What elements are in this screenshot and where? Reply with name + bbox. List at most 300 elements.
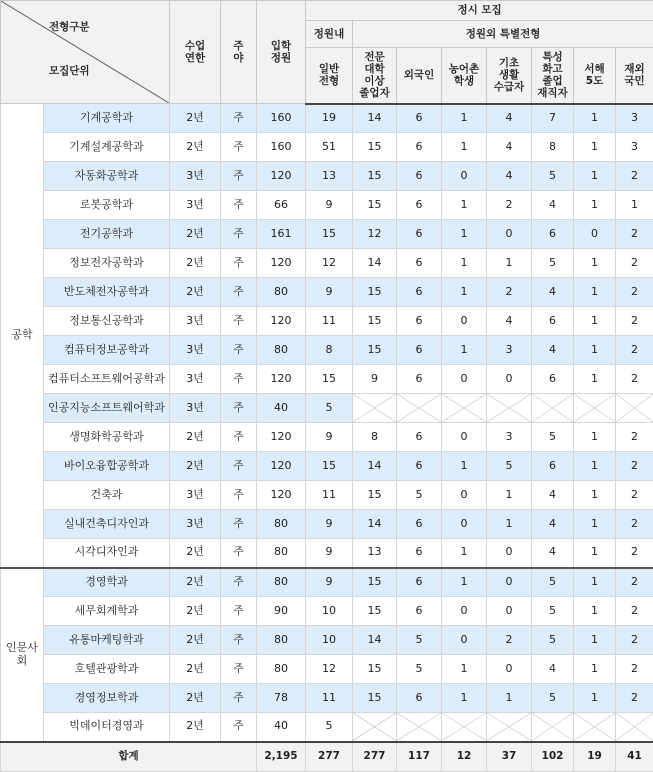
basic-cell: 1 — [487, 510, 532, 539]
quota-cell: 120 — [257, 162, 306, 191]
foreign-cell: 6 — [397, 365, 442, 394]
farm-cell: 1 — [442, 278, 487, 307]
quota-cell: 120 — [257, 452, 306, 481]
empty-cross-cell — [574, 394, 616, 423]
basic-cell: 3 — [487, 423, 532, 452]
college-cell: 9 — [353, 365, 397, 394]
table-row — [1, 510, 653, 539]
general-cell: 12 — [306, 655, 353, 684]
table-body — [1, 104, 653, 742]
years-cell: 2년 — [170, 539, 221, 568]
years-cell: 2년 — [170, 278, 221, 307]
farm-cell: 1 — [442, 684, 487, 713]
foreign-cell: 6 — [397, 249, 442, 278]
basic-cell: 1 — [487, 249, 532, 278]
general-cell: 10 — [306, 597, 353, 626]
college-cell: 14 — [353, 249, 397, 278]
special-cell: 5 — [532, 162, 574, 191]
farm-cell: 1 — [442, 336, 487, 365]
daynight-cell: 주 — [221, 191, 257, 220]
college-cell: 15 — [353, 655, 397, 684]
foreign-cell: 6 — [397, 162, 442, 191]
years-cell: 2년 — [170, 104, 221, 133]
dept-name: 호텔관광학과 — [44, 655, 170, 684]
empty-cross-cell — [353, 713, 397, 742]
overseas-cell: 2 — [616, 162, 653, 191]
dept-name: 자동화공학과 — [44, 162, 170, 191]
table-row — [1, 307, 653, 336]
table-row — [1, 191, 653, 220]
category-humanities: 인문사회 — [1, 568, 44, 742]
corner-diagonal — [1, 1, 169, 103]
general-cell: 9 — [306, 423, 353, 452]
years-cell: 2년 — [170, 133, 221, 162]
table-row — [1, 597, 653, 626]
quota-cell: 120 — [257, 365, 306, 394]
seohae-cell: 1 — [574, 684, 616, 713]
table-row — [1, 452, 653, 481]
farm-cell: 1 — [442, 220, 487, 249]
seohae-cell: 1 — [574, 104, 616, 133]
seohae-cell: 1 — [574, 278, 616, 307]
empty-cross-cell — [532, 394, 574, 423]
col-special: 특성 화고 졸업 재직자 — [532, 48, 574, 104]
seohae-cell: 1 — [574, 452, 616, 481]
special-cell: 5 — [532, 249, 574, 278]
general-cell: 11 — [306, 481, 353, 510]
special-cell: 6 — [532, 220, 574, 249]
table-row — [1, 481, 653, 510]
special-cell: 4 — [532, 336, 574, 365]
dept-name: 세무회계학과 — [44, 597, 170, 626]
empty-cross-cell — [442, 713, 487, 742]
col-basic: 기초 생활 수급자 — [487, 48, 532, 104]
farm-cell: 1 — [442, 568, 487, 597]
overseas-cell: 2 — [616, 336, 653, 365]
dept-name: 전기공학과 — [44, 220, 170, 249]
daynight-cell: 주 — [221, 452, 257, 481]
general-cell: 9 — [306, 539, 353, 568]
college-cell: 15 — [353, 133, 397, 162]
overseas-cell: 2 — [616, 220, 653, 249]
dept-name: 기계공학과 — [44, 104, 170, 133]
empty-cross-cell — [487, 394, 532, 423]
dept-name: 정보전자공학과 — [44, 249, 170, 278]
daynight-cell: 주 — [221, 423, 257, 452]
daynight-cell: 주 — [221, 655, 257, 684]
col-general: 일반 전형 — [306, 48, 353, 104]
overseas-cell: 2 — [616, 655, 653, 684]
table-row — [1, 423, 653, 452]
overseas-cell: 2 — [616, 626, 653, 655]
general-cell: 10 — [306, 626, 353, 655]
table-row — [1, 655, 653, 684]
dept-name: 컴퓨터정보공학과 — [44, 336, 170, 365]
farm-cell: 1 — [442, 539, 487, 568]
foreign-cell: 5 — [397, 626, 442, 655]
basic-cell: 2 — [487, 191, 532, 220]
foreign-cell: 6 — [397, 133, 442, 162]
farm-cell: 1 — [442, 452, 487, 481]
special-cell: 4 — [532, 510, 574, 539]
quota-cell: 120 — [257, 307, 306, 336]
daynight-cell: 주 — [221, 539, 257, 568]
foreign-cell: 6 — [397, 423, 442, 452]
corner-bottom-label: 모집단위 — [49, 65, 90, 77]
quota-cell: 90 — [257, 597, 306, 626]
basic-cell: 2 — [487, 626, 532, 655]
overseas-cell: 2 — [616, 307, 653, 336]
total-basic: 37 — [487, 742, 532, 772]
daynight-cell: 주 — [221, 133, 257, 162]
daynight-cell: 주 — [221, 307, 257, 336]
group-out: 정원외 특별전형 — [353, 21, 653, 48]
general-cell: 15 — [306, 365, 353, 394]
general-cell: 19 — [306, 104, 353, 133]
table-row — [1, 133, 653, 162]
total-overseas: 41 — [616, 742, 653, 772]
quota-cell: 66 — [257, 191, 306, 220]
empty-cross-cell — [532, 713, 574, 742]
overseas-cell: 2 — [616, 423, 653, 452]
empty-cross-cell — [487, 713, 532, 742]
general-cell: 9 — [306, 191, 353, 220]
empty-cross-cell — [616, 713, 653, 742]
general-cell: 11 — [306, 684, 353, 713]
basic-cell: 2 — [487, 278, 532, 307]
special-cell: 4 — [532, 191, 574, 220]
general-cell: 15 — [306, 452, 353, 481]
empty-cross-cell — [574, 713, 616, 742]
general-cell: 5 — [306, 394, 353, 423]
quota-cell: 80 — [257, 336, 306, 365]
years-cell: 2년 — [170, 713, 221, 742]
dept-name: 생명화학공학과 — [44, 423, 170, 452]
basic-cell: 4 — [487, 104, 532, 133]
foreign-cell: 5 — [397, 481, 442, 510]
seohae-cell: 1 — [574, 655, 616, 684]
overseas-cell: 3 — [616, 133, 653, 162]
foreign-cell: 5 — [397, 655, 442, 684]
seohae-cell: 1 — [574, 365, 616, 394]
dept-name: 실내건축디자인과 — [44, 510, 170, 539]
dept-name: 유통마케팅학과 — [44, 626, 170, 655]
college-cell: 8 — [353, 423, 397, 452]
basic-cell: 0 — [487, 597, 532, 626]
farm-cell: 0 — [442, 481, 487, 510]
dept-name: 시각디자인과 — [44, 539, 170, 568]
quota-cell: 80 — [257, 510, 306, 539]
general-cell: 5 — [306, 713, 353, 742]
farm-cell: 0 — [442, 626, 487, 655]
table-row — [1, 568, 653, 597]
general-cell: 9 — [306, 278, 353, 307]
col-quota: 입학 정원 — [257, 1, 306, 104]
empty-cross-cell — [397, 394, 442, 423]
farm-cell: 0 — [442, 365, 487, 394]
general-cell: 12 — [306, 249, 353, 278]
col-farm: 농어촌 학생 — [442, 48, 487, 104]
total-college: 277 — [353, 742, 397, 772]
dept-name: 컴퓨터소프트웨어공학과 — [44, 365, 170, 394]
empty-cross-cell — [442, 394, 487, 423]
basic-cell: 4 — [487, 162, 532, 191]
table-row — [1, 539, 653, 568]
foreign-cell: 6 — [397, 597, 442, 626]
dept-name: 빅데이터경영과 — [44, 713, 170, 742]
table-row — [1, 684, 653, 713]
foreign-cell: 6 — [397, 278, 442, 307]
college-cell: 15 — [353, 162, 397, 191]
college-cell: 15 — [353, 568, 397, 597]
seohae-cell: 1 — [574, 626, 616, 655]
seohae-cell: 1 — [574, 510, 616, 539]
foreign-cell: 6 — [397, 336, 442, 365]
special-cell: 6 — [532, 365, 574, 394]
category-engineering: 공학 — [1, 104, 44, 568]
special-cell: 5 — [532, 423, 574, 452]
group-in: 정원내 — [306, 21, 353, 48]
farm-cell: 1 — [442, 249, 487, 278]
quota-cell: 161 — [257, 220, 306, 249]
years-cell: 2년 — [170, 220, 221, 249]
quota-cell: 120 — [257, 423, 306, 452]
general-cell: 9 — [306, 568, 353, 597]
basic-cell: 3 — [487, 336, 532, 365]
basic-cell: 5 — [487, 452, 532, 481]
dept-name: 반도체전자공학과 — [44, 278, 170, 307]
college-cell: 14 — [353, 104, 397, 133]
foreign-cell: 6 — [397, 307, 442, 336]
college-cell: 15 — [353, 481, 397, 510]
table-row — [1, 278, 653, 307]
years-cell: 2년 — [170, 684, 221, 713]
years-cell: 3년 — [170, 336, 221, 365]
foreign-cell: 6 — [397, 539, 442, 568]
quota-cell: 160 — [257, 104, 306, 133]
dept-name: 건축과 — [44, 481, 170, 510]
dept-name: 경영정보학과 — [44, 684, 170, 713]
farm-cell: 1 — [442, 104, 487, 133]
years-cell: 3년 — [170, 307, 221, 336]
college-cell: 12 — [353, 220, 397, 249]
overseas-cell: 2 — [616, 481, 653, 510]
col-college: 전문 대학 이상 졸업자 — [353, 48, 397, 104]
daynight-cell: 주 — [221, 626, 257, 655]
daynight-cell: 주 — [221, 568, 257, 597]
farm-cell: 0 — [442, 597, 487, 626]
dept-name: 인공지능소프트웨어학과 — [44, 394, 170, 423]
table-row — [1, 336, 653, 365]
quota-cell: 160 — [257, 133, 306, 162]
seohae-cell: 1 — [574, 423, 616, 452]
seohae-cell: 1 — [574, 191, 616, 220]
total-foreign: 117 — [397, 742, 442, 772]
years-cell: 3년 — [170, 162, 221, 191]
table-row — [1, 394, 653, 423]
empty-cross-cell — [353, 394, 397, 423]
overseas-cell: 3 — [616, 104, 653, 133]
empty-cross-cell — [616, 394, 653, 423]
total-quota: 2,195 — [257, 742, 306, 772]
farm-cell: 0 — [442, 510, 487, 539]
daynight-cell: 주 — [221, 336, 257, 365]
table-row — [1, 104, 653, 133]
years-cell: 3년 — [170, 365, 221, 394]
foreign-cell: 6 — [397, 568, 442, 597]
table-row — [1, 220, 653, 249]
quota-cell: 120 — [257, 481, 306, 510]
foreign-cell: 6 — [397, 684, 442, 713]
special-cell: 5 — [532, 597, 574, 626]
table-row — [1, 162, 653, 191]
years-cell: 3년 — [170, 510, 221, 539]
col-years: 수업 연한 — [170, 1, 221, 104]
basic-cell: 0 — [487, 539, 532, 568]
college-cell: 15 — [353, 684, 397, 713]
basic-cell: 1 — [487, 481, 532, 510]
special-cell: 4 — [532, 539, 574, 568]
college-cell: 14 — [353, 452, 397, 481]
overseas-cell: 2 — [616, 365, 653, 394]
special-cell: 4 — [532, 481, 574, 510]
college-cell: 15 — [353, 191, 397, 220]
years-cell: 2년 — [170, 626, 221, 655]
empty-cross-cell — [397, 713, 442, 742]
college-cell: 14 — [353, 510, 397, 539]
basic-cell: 4 — [487, 133, 532, 162]
col-seohae: 서해 5도 — [574, 48, 616, 104]
quota-cell: 40 — [257, 394, 306, 423]
quota-cell: 80 — [257, 626, 306, 655]
total-seohae: 19 — [574, 742, 616, 772]
farm-cell: 0 — [442, 307, 487, 336]
general-cell: 13 — [306, 162, 353, 191]
years-cell: 3년 — [170, 481, 221, 510]
special-cell: 5 — [532, 568, 574, 597]
table-row — [1, 365, 653, 394]
overseas-cell: 2 — [616, 539, 653, 568]
special-cell: 8 — [532, 133, 574, 162]
total-general: 277 — [306, 742, 353, 772]
seohae-cell: 1 — [574, 133, 616, 162]
special-cell: 6 — [532, 307, 574, 336]
quota-cell: 80 — [257, 539, 306, 568]
col-foreign: 외국인 — [397, 48, 442, 104]
quota-cell: 80 — [257, 278, 306, 307]
general-cell: 8 — [306, 336, 353, 365]
farm-cell: 0 — [442, 423, 487, 452]
dept-name: 정보통신공학과 — [44, 307, 170, 336]
overseas-cell: 2 — [616, 684, 653, 713]
general-cell: 9 — [306, 510, 353, 539]
special-cell: 4 — [532, 278, 574, 307]
overseas-cell: 1 — [616, 191, 653, 220]
foreign-cell: 6 — [397, 452, 442, 481]
special-cell: 4 — [532, 655, 574, 684]
college-cell: 15 — [353, 278, 397, 307]
quota-cell: 78 — [257, 684, 306, 713]
years-cell: 2년 — [170, 423, 221, 452]
quota-cell: 80 — [257, 568, 306, 597]
daynight-cell: 주 — [221, 510, 257, 539]
quota-cell: 120 — [257, 249, 306, 278]
daynight-cell: 주 — [221, 162, 257, 191]
special-cell: 5 — [532, 626, 574, 655]
college-cell: 15 — [353, 597, 397, 626]
corner-top-label: 전형구분 — [49, 21, 90, 33]
farm-cell: 0 — [442, 162, 487, 191]
college-cell: 13 — [353, 539, 397, 568]
seohae-cell: 1 — [574, 481, 616, 510]
seohae-cell: 1 — [574, 539, 616, 568]
years-cell: 3년 — [170, 191, 221, 220]
general-cell: 15 — [306, 220, 353, 249]
farm-cell: 1 — [442, 655, 487, 684]
overseas-cell: 2 — [616, 249, 653, 278]
special-cell: 6 — [532, 452, 574, 481]
farm-cell: 1 — [442, 191, 487, 220]
total-farm: 12 — [442, 742, 487, 772]
years-cell: 2년 — [170, 655, 221, 684]
years-cell: 2년 — [170, 597, 221, 626]
quota-cell: 40 — [257, 713, 306, 742]
daynight-cell: 주 — [221, 597, 257, 626]
basic-cell: 4 — [487, 307, 532, 336]
dept-name: 로봇공학과 — [44, 191, 170, 220]
special-cell: 7 — [532, 104, 574, 133]
special-cell: 5 — [532, 684, 574, 713]
daynight-cell: 주 — [221, 104, 257, 133]
seohae-cell: 1 — [574, 336, 616, 365]
table-row — [1, 713, 653, 742]
years-cell: 2년 — [170, 452, 221, 481]
daynight-cell: 주 — [221, 278, 257, 307]
overseas-cell: 2 — [616, 568, 653, 597]
general-cell: 11 — [306, 307, 353, 336]
table-row — [1, 249, 653, 278]
overseas-cell: 2 — [616, 452, 653, 481]
seohae-cell: 1 — [574, 597, 616, 626]
foreign-cell: 6 — [397, 220, 442, 249]
daynight-cell: 주 — [221, 481, 257, 510]
basic-cell: 1 — [487, 684, 532, 713]
seohae-cell: 1 — [574, 568, 616, 597]
top-title: 정시 모집 — [306, 1, 653, 21]
overseas-cell: 2 — [616, 278, 653, 307]
basic-cell: 0 — [487, 220, 532, 249]
daynight-cell: 주 — [221, 713, 257, 742]
foreign-cell: 6 — [397, 191, 442, 220]
overseas-cell: 2 — [616, 597, 653, 626]
daynight-cell: 주 — [221, 684, 257, 713]
college-cell: 14 — [353, 626, 397, 655]
college-cell: 15 — [353, 307, 397, 336]
dept-name: 기계설계공학과 — [44, 133, 170, 162]
college-cell: 15 — [353, 336, 397, 365]
basic-cell: 0 — [487, 568, 532, 597]
basic-cell: 0 — [487, 655, 532, 684]
daynight-cell: 주 — [221, 394, 257, 423]
total-label: 합계 — [1, 742, 257, 772]
basic-cell: 0 — [487, 365, 532, 394]
seohae-cell: 1 — [574, 307, 616, 336]
seohae-cell: 1 — [574, 162, 616, 191]
col-daynight: 주 야 — [221, 1, 257, 104]
years-cell: 3년 — [170, 394, 221, 423]
farm-cell: 1 — [442, 133, 487, 162]
daynight-cell: 주 — [221, 249, 257, 278]
